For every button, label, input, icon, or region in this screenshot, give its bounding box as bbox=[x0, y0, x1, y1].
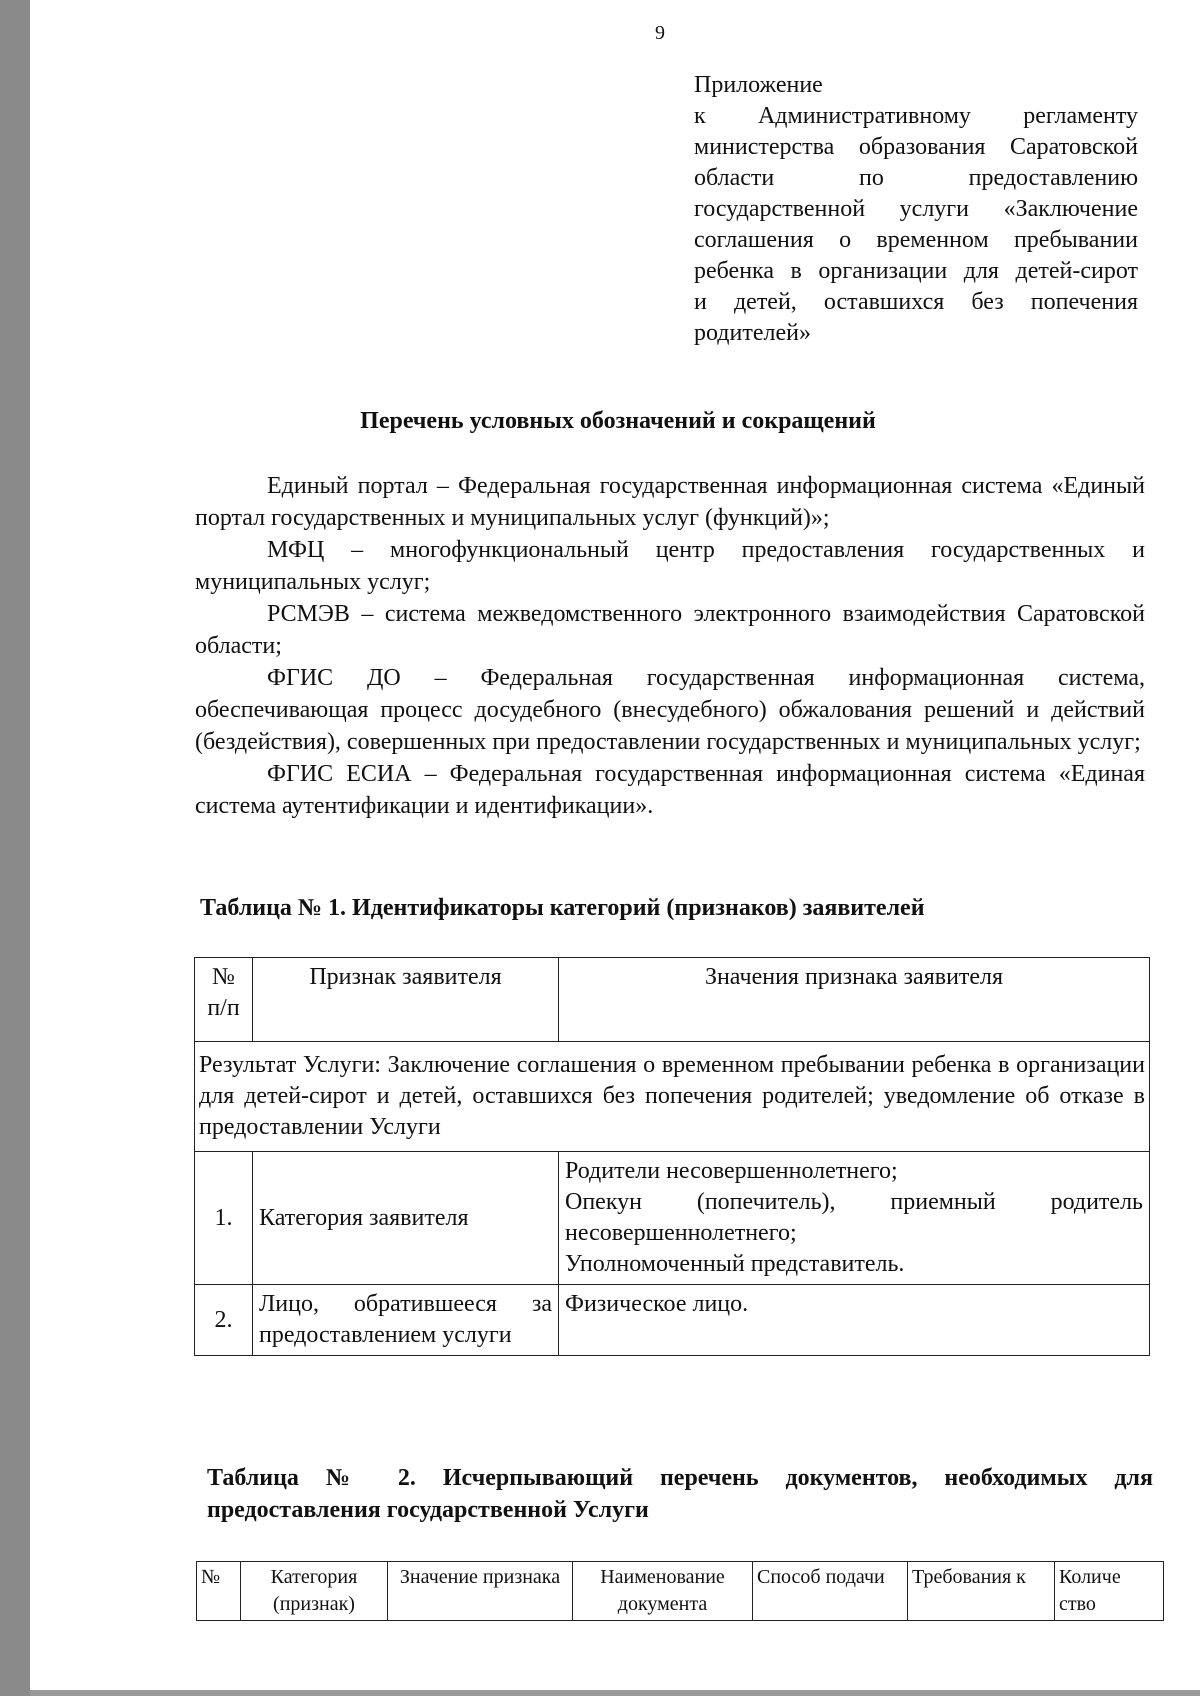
header-number: № bbox=[197, 1562, 241, 1621]
abbreviation-entry: МФЦ – многофункциональный центр предоставления государственных и муниципальных услуг; bbox=[195, 537, 1145, 595]
appendix-line: государственной услуги «Заключение bbox=[694, 196, 1138, 222]
table2-title: Таблица № 2. Исчерпывающий перечень документов, необходимых для предоставления государственной Услуги bbox=[207, 1465, 1153, 1523]
value-line: Физическое лицо. bbox=[565, 1291, 749, 1317]
table-header-row bbox=[197, 1562, 1164, 1621]
section-heading: Перечень условных обозначений и сокращений bbox=[360, 408, 876, 434]
appendix-line: Приложение bbox=[694, 72, 823, 98]
appendix-line: министерства образования Саратовской bbox=[694, 134, 1138, 160]
abbreviations-list bbox=[195, 470, 1145, 822]
header-requirements: Требования к bbox=[908, 1562, 1055, 1621]
page-number: 9 bbox=[655, 22, 665, 44]
header-document-name: Наименование документа bbox=[573, 1562, 753, 1621]
value-line: Опекун (попечитель), приемный родитель несовершеннолетнего; bbox=[565, 1189, 1143, 1246]
value-line: Уполномоченный представитель. bbox=[565, 1251, 905, 1277]
header-attribute: Признак заявителя bbox=[253, 958, 559, 1042]
row-number: 1. bbox=[195, 1152, 253, 1285]
row-values bbox=[559, 1285, 1150, 1356]
row-attribute: Категория заявителя bbox=[253, 1152, 559, 1285]
applicant-categories-table bbox=[194, 957, 1150, 1356]
table-row bbox=[195, 1042, 1150, 1152]
value-line: Родители несовершеннолетнего; bbox=[565, 1158, 898, 1184]
header-attribute-value: Значение признака bbox=[388, 1562, 573, 1621]
abbreviation-entry: Единый портал – Федеральная государственная информационная система «Единый портал государственных и муниципальных услуг (функций)»; bbox=[195, 473, 1145, 531]
page-bottom-edge bbox=[30, 1690, 1200, 1696]
appendix-line: родителей» bbox=[694, 320, 811, 346]
row-number: 2. bbox=[195, 1285, 253, 1356]
appendix-line: к Административному регламенту bbox=[694, 103, 1138, 129]
header-values: Значения признака заявителя bbox=[559, 958, 1150, 1042]
table-row bbox=[195, 1285, 1150, 1356]
row-values bbox=[559, 1152, 1150, 1285]
row-attribute: Лицо, обратившееся за предоставлением услуги bbox=[253, 1285, 559, 1356]
table-header-row bbox=[195, 958, 1150, 1042]
header-quantity: Количе ство bbox=[1055, 1562, 1164, 1621]
abbreviation-entry: РСМЭВ – система межведомственного электронного взаимодействия Саратовской области; bbox=[195, 601, 1145, 659]
header-category: Категория (признак) bbox=[241, 1562, 388, 1621]
table1-title: Таблица № 1. Идентификаторы категорий (признаков) заявителей bbox=[200, 895, 925, 921]
abbreviation-entry: ФГИС ЕСИА – Федеральная государственная информационная система «Единая система аутентификации и идентификации». bbox=[195, 761, 1145, 819]
documents-table bbox=[196, 1561, 1164, 1621]
appendix-note bbox=[694, 70, 1138, 349]
service-result-cell: Результат Услуги: Заключение соглашения о временном пребывании ребенка в организации для детей-сирот и детей, оставшихся без попечения родителей; уведомление об отказе в предоставлении Услуги bbox=[195, 1042, 1150, 1152]
appendix-line: и детей, оставшихся без попечения bbox=[694, 289, 1138, 315]
table-row bbox=[195, 1152, 1150, 1285]
header-number: № п/п bbox=[195, 958, 253, 1042]
appendix-line: области по предоставлению bbox=[694, 165, 1138, 191]
appendix-line: соглашения о временном пребывании bbox=[694, 227, 1138, 253]
header-submission-method: Способ подачи bbox=[753, 1562, 908, 1621]
abbreviation-entry: ФГИС ДО – Федеральная государственная информационная система, обеспечивающая процесс досудебного (внесудебного) обжалования решений и действий (бездействия), совершенных при предоставлении государственных и муниципальных услуг; bbox=[195, 665, 1145, 755]
appendix-line: ребенка в организации для детей-сирот bbox=[694, 258, 1138, 284]
